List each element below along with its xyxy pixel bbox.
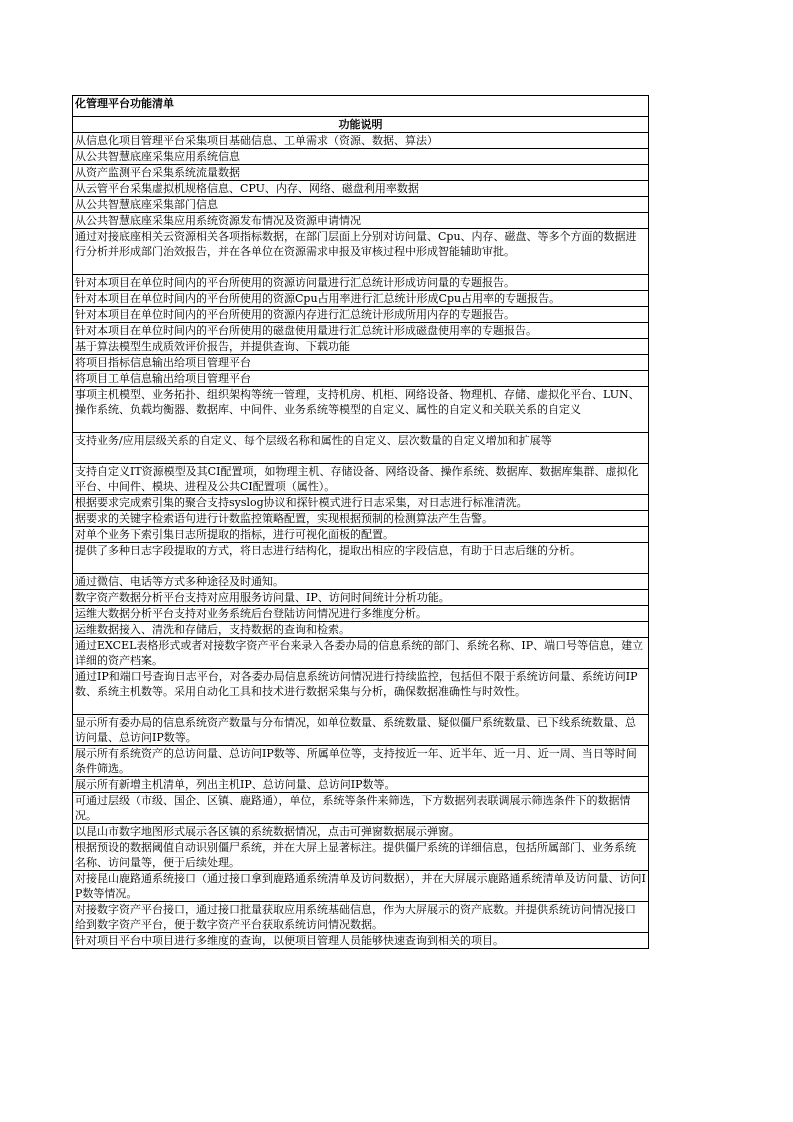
table-row: [73, 307, 649, 323]
function-description-cell: 基于算法模型生成质效评价报告，并提供查询、下载功能: [73, 339, 649, 355]
function-description-cell: 提供了多种日志字段提取的方式，将日志进行结构化，提取出相应的字段信息，有助于日志后继的分析。: [73, 543, 649, 574]
function-description-cell: 以昆山市数字地图形式展示各区镇的系统数据情况，点击可弹窗数据展示弹窗。: [73, 824, 649, 840]
table-row: [73, 527, 649, 543]
function-description-cell: 运维大数据分析平台支持对业务系统后台登陆访问情况进行多维度分析。: [73, 606, 649, 622]
table-row: [73, 669, 649, 715]
table-row: [73, 213, 649, 229]
function-description-cell: 展示所有系统资产的总访问量、总访问IP数等、所属单位等，支持按近一年、近半年、近一月、近一周、当日等时间条件筛选。: [73, 746, 649, 777]
table-row: [73, 229, 649, 275]
function-description-cell: 支持业务/应用层级关系的自定义、每个层级名称和属性的自定义、层次数量的自定义增加和扩展等: [73, 433, 649, 464]
function-description-cell: 从公共智慧底座采集部门信息: [73, 197, 649, 213]
table-row: [73, 371, 649, 387]
function-description-cell: 对单个业务下索引集日志所提取的指标，进行可视化面板的配置。: [73, 527, 649, 543]
function-description-cell: 展示所有新增主机清单，列出主机IP、总访问量、总访问IP数等。: [73, 777, 649, 793]
table-row: [73, 433, 649, 464]
function-description-cell: 对接数字资产平台接口，通过接口批量获取应用系统基础信息，作为大屏展示的资产底数。并提供系统访问情况接口给到数字资产平台，便于数字资产平台获取系统访问情况数据。: [73, 902, 649, 933]
function-list-table: [72, 95, 649, 949]
function-description-cell: 从资产监测平台采集系统流量数据: [73, 165, 649, 181]
function-description-cell: 从云管平台采集虚拟机规格信息、CPU、内存、网络、磁盘利用率数据: [73, 181, 649, 197]
function-description-cell: 运维数据接入、清洗和存储后，支持数据的查询和检索。: [73, 622, 649, 638]
table-row: [73, 871, 649, 902]
table-row: [73, 387, 649, 433]
table-row: [73, 464, 649, 495]
table-row: [73, 181, 649, 197]
function-description-cell: 根据要求完成索引集的聚合支持syslog协议和探针模式进行日志采集，对日志进行标准清洗。: [73, 495, 649, 511]
function-description-cell: 事项主机模型、业务拓扑、组织架构等统一管理，支持机房、机柜、网络设备、物理机、存储、虚拟化平台、LUN、操作系统、负载均衡器、数据库、中间件、业务系统等模型的自定义、属性的自定义和关联关系的自定义: [73, 387, 649, 433]
table-row: [73, 622, 649, 638]
table-row: [73, 197, 649, 213]
function-description-cell: 针对本项目在单位时间内的平台所使用的磁盘使用量进行汇总统计形成磁盘使用率的专题报告。: [73, 323, 649, 339]
table-row: [73, 590, 649, 606]
table-row: [73, 291, 649, 307]
table-row: [73, 543, 649, 574]
column-header-function-description: 功能说明: [73, 117, 649, 133]
table-row: [73, 746, 649, 777]
function-description-cell: 显示所有委办局的信息系统资产数量与分布情况，如单位数量、系统数量、疑似僵尸系统数量、已下线系统数量、总访问量、总访问IP数等。: [73, 715, 649, 746]
sheet-title: 化管理平台功能清单: [73, 96, 649, 117]
table-row: [73, 323, 649, 339]
function-description-cell: 从信息化项目管理平台采集项目基础信息、工单需求（资源、数据、算法）: [73, 133, 649, 149]
function-description-cell: 从公共智慧底座采集应用系统信息: [73, 149, 649, 165]
function-description-cell: 通过对接底座相关云资源相关各项指标数据，在部门层面上分别对访问量、Cpu、内存、磁盘、等多个方面的数据进行分析并形成部门治效报告，并在各单位在资源需求申报及审核过程中形成智能辅助审批。: [73, 229, 649, 275]
function-description-cell: 针对本项目在单位时间内的平台所使用的资源Cpu占用率进行汇总统计形成Cpu占用率的专题报告。: [73, 291, 649, 307]
table-row: [73, 275, 649, 291]
function-description-cell: 针对本项目在单位时间内的平台所使用的资源内存进行汇总统计形成所用内存的专题报告。: [73, 307, 649, 323]
function-description-cell: 针对项目平台中项目进行多维度的查询，以便项目管理人员能够快速查询到相关的项目。: [73, 933, 649, 949]
table-row: [73, 777, 649, 793]
function-description-cell: 通过IP和端口号查询日志平台，对各委办局信息系统访问情况进行持续监控，包括但不限于系统访问量、系统访问IP数、系统主机数等。采用自动化工具和技术进行数据采集与分析，确保数据准确性与时效性。: [73, 669, 649, 715]
table-row: [73, 793, 649, 824]
table-row: [73, 902, 649, 933]
table-row: [73, 715, 649, 746]
table-row: [73, 355, 649, 371]
table-row: [73, 824, 649, 840]
function-description-cell: 通过微信、电话等方式多种途径及时通知。: [73, 574, 649, 590]
title-row: [73, 96, 649, 117]
function-description-cell: 将项目指标信息输出给项目管理平台: [73, 355, 649, 371]
table-row: [73, 149, 649, 165]
function-description-cell: 将项目工单信息输出给项目管理平台: [73, 371, 649, 387]
table-row: [73, 574, 649, 590]
table-row: [73, 638, 649, 669]
function-description-cell: 针对本项目在单位时间内的平台所使用的资源访问量进行汇总统计形成访问量的专题报告。: [73, 275, 649, 291]
function-description-cell: 支持自定义IT资源模型及其CI配置项，如物理主机、存储设备、网络设备、操作系统、数据库、数据库集群、虚拟化平台、中间件、模块、进程及公共CI配置项（属性）。: [73, 464, 649, 495]
function-description-cell: 据要求的关键字检索语句进行计数监控策略配置，实现根据预制的检测算法产生告警。: [73, 511, 649, 527]
table-row: [73, 339, 649, 355]
function-description-cell: 根据预设的数据阈值自动识别僵尸系统，并在大屏上显著标注。提供僵尸系统的详细信息，包括所属部门、业务系统名称、访问量等，便于后续处理。: [73, 840, 649, 871]
table-row: [73, 606, 649, 622]
function-description-cell: 可通过层级（市级、国企、区镇、鹿路通），单位，系统等条件来筛选，下方数据列表联调展示筛选条件下的数据情况。: [73, 793, 649, 824]
function-description-cell: 从公共智慧底座采集应用系统资源发布情况及资源申请情况: [73, 213, 649, 229]
table-row: [73, 165, 649, 181]
table-row: [73, 933, 649, 949]
table-row: [73, 495, 649, 511]
table-row: [73, 511, 649, 527]
table-row: [73, 133, 649, 149]
function-description-cell: 通过EXCEL表格形式或者对接数字资产平台来录入各委办局的信息系统的部门、系统名称、IP、端口号等信息，建立详细的资产档案。: [73, 638, 649, 669]
function-description-cell: 对接昆山鹿路通系统接口（通过接口拿到鹿路通系统清单及访问数据），并在大屏展示鹿路通系统清单及访问量、访问IP数等情况。: [73, 871, 649, 902]
table-row: [73, 840, 649, 871]
function-description-cell: 数字资产数据分析平台支持对应用服务访问量、IP、访问时间统计分析功能。: [73, 590, 649, 606]
header-row: [73, 117, 649, 133]
